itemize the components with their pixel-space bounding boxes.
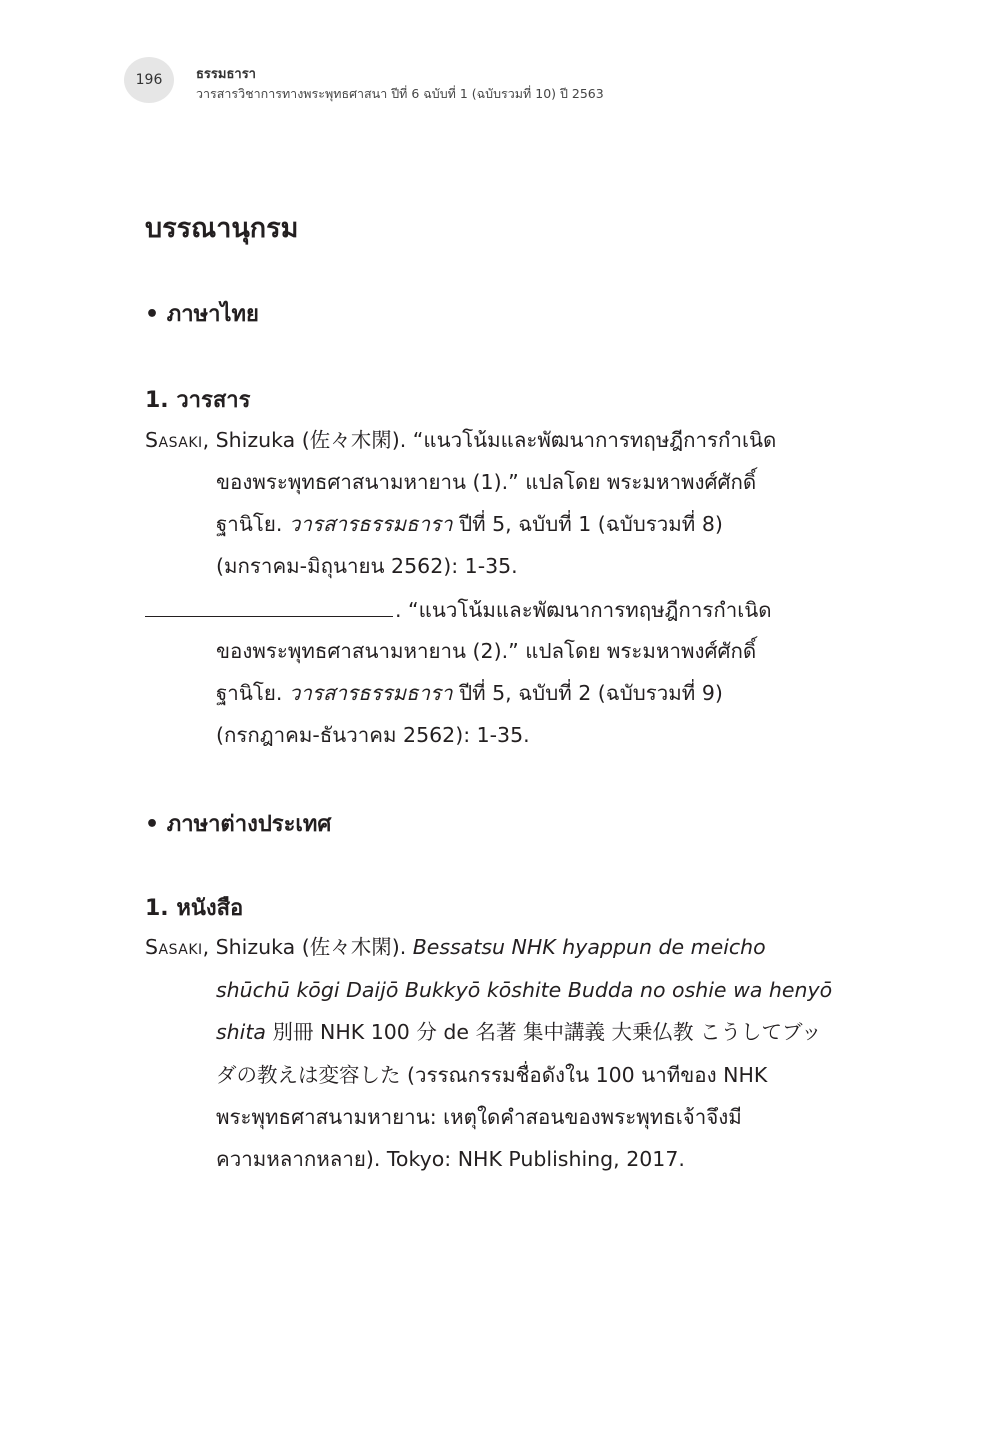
author-surname: Sasaki: [145, 428, 203, 452]
page-number-badge: [124, 57, 174, 103]
reference-entry-line: shita 別冊 NHK 100 分 de 名著 集中講義 大乗仏教 こうしてブッ: [216, 1020, 822, 1044]
section-heading-foreign: • ภาษาต่างประเทศ: [145, 812, 332, 837]
reference-entry-line: Sasaki, Shizuka (佐々木閑). Bessatsu NHK hyappun de meicho: [145, 935, 766, 959]
reference-entry-line: ความหลากหลาย). Tokyo: NHK Publishing, 2017.: [216, 1147, 685, 1171]
subheading-journals: 1. วารสาร: [145, 388, 251, 413]
subheading-books: 1. หนังสือ: [145, 896, 244, 921]
reference-entry-line: ダの教えは変容した (วรรณกรรมชื่อดังใน 100 นาทีของ NHK: [216, 1063, 768, 1087]
journal-name: ธรรมธารา: [196, 67, 256, 82]
page-title: บรรณานุกรม: [145, 213, 299, 244]
reference-entry-line: พระพุทธศาสนามหายาน: เหตุใดคำสอนของพระพุทธเจ้าจึงมี: [216, 1105, 742, 1129]
journal-title: วารสารธรรมธารา: [288, 681, 453, 705]
book-title: shita: [216, 1020, 266, 1044]
reference-entry-line: ของพระพุทธศาสนามหายาน (1).” แปลโดย พระมหาพงศ์ศักดิ์: [216, 470, 757, 494]
reference-entry-line: (กรกฎาคม-ธันวาคม 2562): 1-35.: [216, 723, 530, 747]
page-number: 196: [135, 72, 163, 88]
book-title-line: shūchū kōgi Daijō Bukkyō kōshite Budda no oshie wa henyō: [216, 978, 833, 1002]
reference-entry-line: ของพระพุทธศาสนามหายาน (2).” แปลโดย พระมหาพงศ์ศักดิ์: [216, 639, 757, 663]
section-heading-thai: • ภาษาไทย: [145, 302, 259, 327]
author-surname: Sasaki: [145, 935, 203, 959]
reference-entry-line: ฐานิโย. วารสารธรรมธารา ปีที่ 5, ฉบับที่ 2 (ฉบับรวมที่ 9): [216, 681, 723, 705]
reference-entry-line: (มกราคม-มิถุนายน 2562): 1-35.: [216, 554, 518, 578]
reference-entry-line: . “แนวโน้มและพัฒนาการทฤษฎีการกำเนิด: [145, 594, 772, 625]
reference-entry-line: ฐานิโย. วารสารธรรมธารา ปีที่ 5, ฉบับที่ 1 (ฉบับรวมที่ 8): [216, 512, 723, 536]
book-title: Bessatsu NHK hyappun de meicho: [412, 935, 766, 959]
reference-entry-line: Sasaki, Shizuka (佐々木閑). “แนวโน้มและพัฒนาการทฤษฎีการกำเนิด: [145, 428, 777, 452]
journal-subtitle: วารสารวิชาการทางพระพุทธศาสนา ปีที่ 6 ฉบับที่ 1 (ฉบับรวมที่ 10) ปี 2563: [196, 86, 604, 101]
same-author-dash: [145, 594, 393, 617]
journal-title: วารสารธรรมธารา: [288, 512, 453, 536]
